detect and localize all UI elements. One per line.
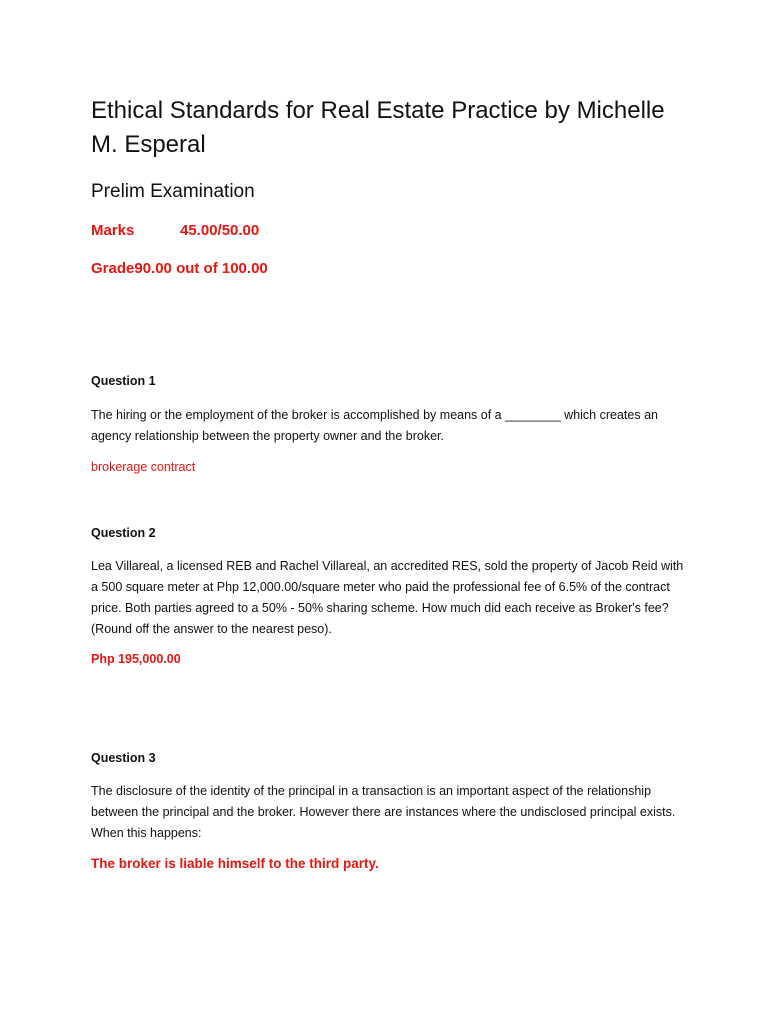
question-2-label: Question 2	[91, 526, 156, 540]
exam-subtitle: Prelim Examination	[91, 181, 255, 202]
question-1-text: The hiring or the employment of the broker is accomplished by means of a ________ which creates an agency relationship between the property owner and the broker.	[91, 408, 658, 443]
question-3-label: Question 3	[91, 751, 156, 765]
grade-value: 90.00 out of 100.00	[134, 260, 268, 277]
grade-row	[91, 260, 268, 277]
marks-label: Marks	[91, 222, 135, 239]
marks-value: 45.00/50.00	[180, 222, 260, 239]
document-title: Ethical Standards for Real Estate Practice by Michelle M. Esperal	[91, 97, 665, 158]
question-2-answer: Php 195,000.00	[91, 652, 181, 666]
question-1-label: Question 1	[91, 374, 156, 388]
question-1-answer: brokerage contract	[91, 460, 196, 474]
marks-row	[91, 222, 259, 239]
question-3-answer: The broker is liable himself to the third party.	[91, 856, 379, 871]
grade-label: Grade	[91, 260, 135, 277]
question-2-text: Lea Villareal, a licensed REB and Rachel Villareal, an accredited RES, sold the property of Jacob Reid with a 500 square meter at Php 12,000.00/square meter who paid the professional fee of 6.5% of the contract price. Both parties agreed to a 50% - 50% sharing scheme. How much did each receive as Broker's fee? (Round off the answer to the nearest peso).	[91, 559, 684, 636]
question-3-text: The disclosure of the identity of the principal in a transaction is an important aspect of the relationship between the principal and the broker. However there are instances where the undisclosed principal exists. When this happens:	[91, 784, 676, 840]
